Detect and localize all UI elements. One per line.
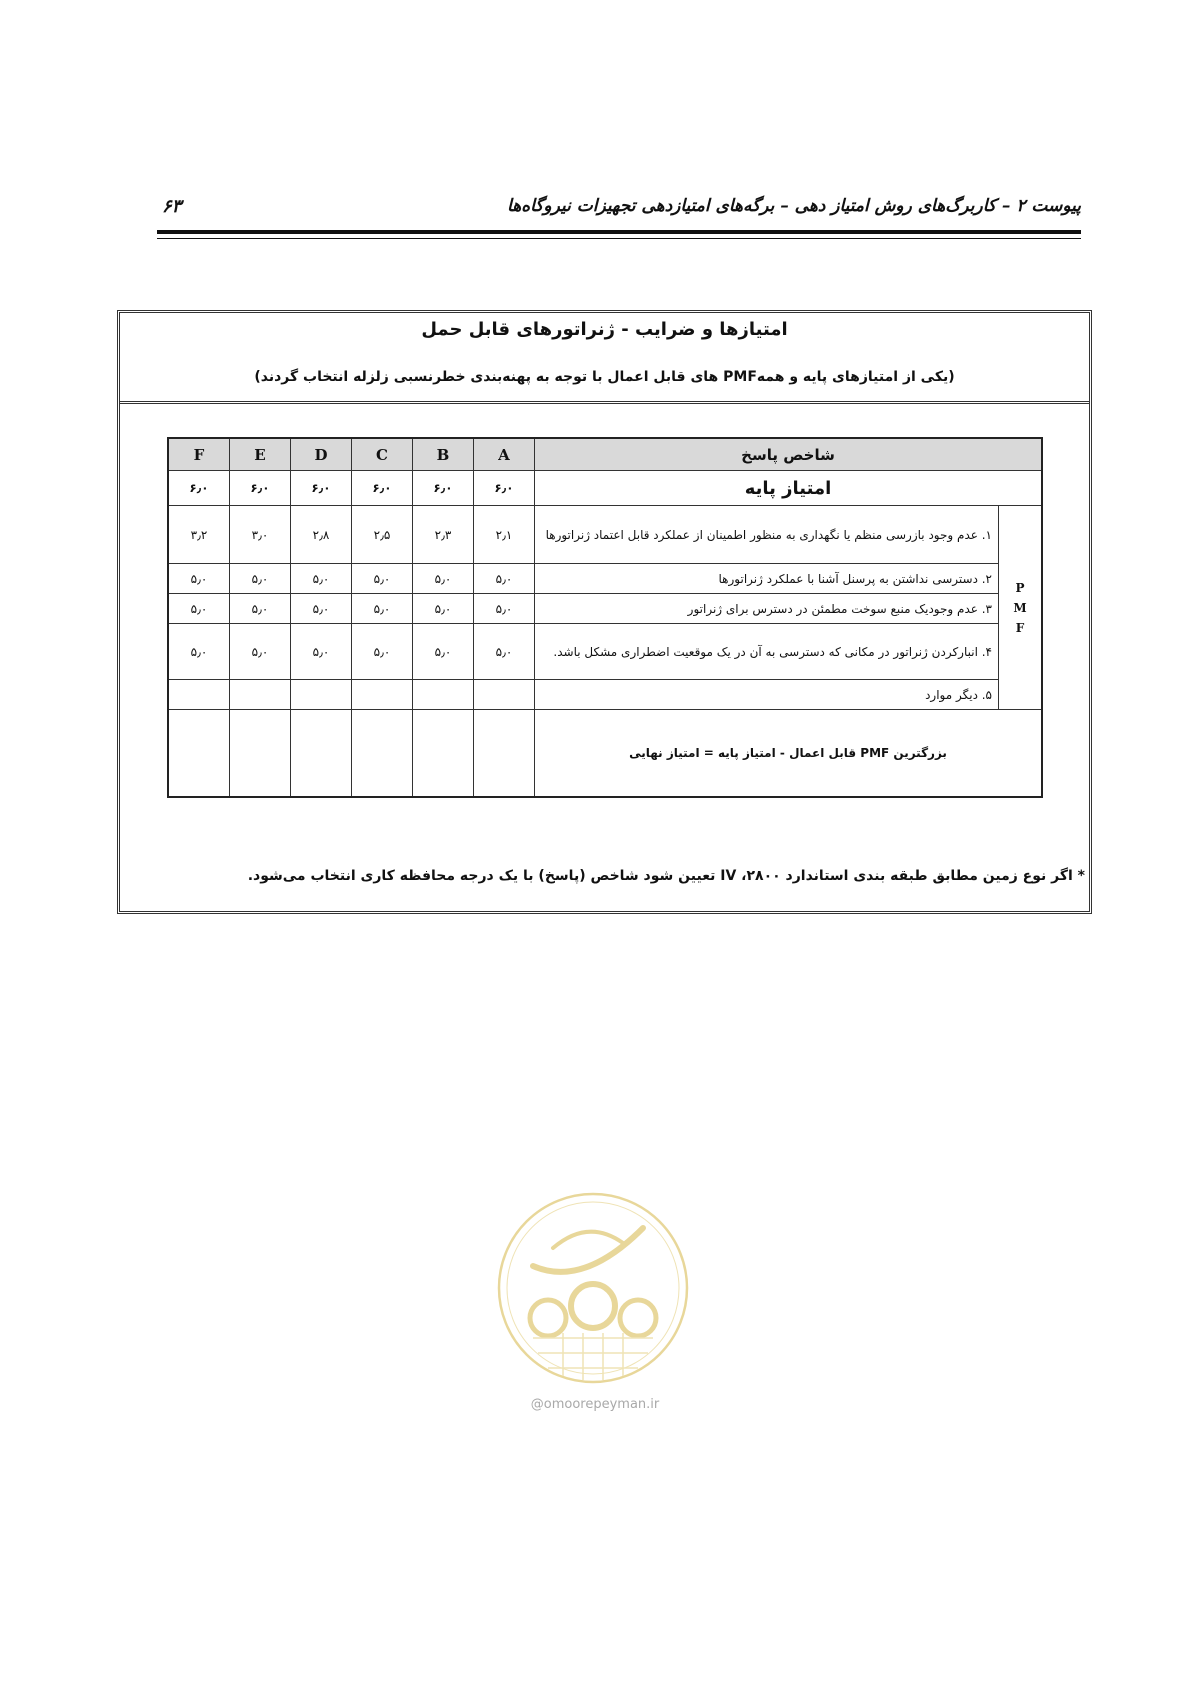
at-icon: @ xyxy=(530,1397,544,1412)
header-rule-thick xyxy=(157,230,1081,234)
column-header-e: E xyxy=(230,438,291,471)
cell-value: ۵٫۰ xyxy=(168,624,230,680)
cell-value: ۲٫۳ xyxy=(413,506,474,564)
cell-value: ۵٫۰ xyxy=(291,624,352,680)
base-score-c: ۶٫۰ xyxy=(352,471,413,506)
table-row xyxy=(168,594,1042,624)
cell-value xyxy=(474,680,535,710)
cell-value: ۵٫۰ xyxy=(168,594,230,624)
score-table xyxy=(167,437,1043,798)
column-header-b: B xyxy=(413,438,474,471)
cell-value: ۵٫۰ xyxy=(413,594,474,624)
cell-value xyxy=(413,680,474,710)
frame-header xyxy=(120,313,1089,404)
omoorepeyman-seal-logo xyxy=(493,1188,693,1388)
final-score-c xyxy=(352,710,413,798)
table-subtitle: (یکی از امتیازهای پایه و همهPMF های قابل اعمال با توجه به پهنه‌بندی خطرنسبی زلزله انتخاب گردند) xyxy=(254,369,955,385)
footnote: * اگر نوع زمین مطابق طبقه بندی استاندارد ۲۸۰۰، IV تعیین شود شاخص (پاسخ) با یک درجه محافظه کاری انتخاب می‌شود. xyxy=(247,868,1085,884)
final-score-f xyxy=(168,710,230,798)
base-score-a: ۶٫۰ xyxy=(474,471,535,506)
row-label: ۵. دیگر موارد xyxy=(535,680,999,710)
cell-value: ۵٫۰ xyxy=(474,564,535,594)
pmf-letter-f: F xyxy=(1015,620,1025,635)
cell-value: ۲٫۱ xyxy=(474,506,535,564)
final-score-e xyxy=(230,710,291,798)
cell-value: ۵٫۰ xyxy=(352,594,413,624)
row-label: ۲. دسترسی نداشتن به پرسنل آشنا با عملکرد ژنراتورها xyxy=(535,564,999,594)
cell-value: ۵٫۰ xyxy=(474,594,535,624)
table-row xyxy=(168,680,1042,710)
cell-value: ۵٫۰ xyxy=(352,564,413,594)
cell-value: ۵٫۰ xyxy=(230,624,291,680)
table-title: امتیازها و ضرایب - ژنراتورهای قابل حمل xyxy=(421,319,788,340)
final-score-label: بزرگترین PMF قابل اعمال - امتیاز پایه = امتیاز نهایی xyxy=(535,710,1043,798)
final-score-b xyxy=(413,710,474,798)
table-row xyxy=(168,506,1042,564)
base-score-d: ۶٫۰ xyxy=(291,471,352,506)
cell-value: ۵٫۰ xyxy=(474,624,535,680)
base-score-label: امتیاز پایه xyxy=(535,471,1043,506)
cell-value: ۵٫۰ xyxy=(413,564,474,594)
base-score-f: ۶٫۰ xyxy=(168,471,230,506)
header-rule-thin xyxy=(157,238,1081,239)
cell-value: ۵٫۰ xyxy=(352,624,413,680)
row-label: ۳. عدم وجودیک منبع سوخت مطمئن در دسترس برای ژنراتور xyxy=(535,594,999,624)
cell-value: ۳٫۰ xyxy=(230,506,291,564)
pmf-label xyxy=(999,506,1043,710)
cell-value xyxy=(230,680,291,710)
final-score-row xyxy=(168,710,1042,798)
cell-value: ۵٫۰ xyxy=(291,564,352,594)
cell-value: ۵٫۰ xyxy=(168,564,230,594)
table-row xyxy=(168,624,1042,680)
site-url-text: omoorepeyman.ir xyxy=(543,1397,660,1412)
base-score-row xyxy=(168,471,1042,506)
row-label: ۴. انبارکردن ژنراتور در مکانی که دسترسی به آن در یک موقعیت اضطراری مشکل باشد. xyxy=(535,624,999,680)
response-index-header: شاخص پاسخ xyxy=(535,438,1043,471)
watermark-site-url xyxy=(480,1397,710,1412)
final-score-d xyxy=(291,710,352,798)
row-label: ۱. عدم وجود بازرسی منظم یا نگهداری به منظور اطمینان از عملکرد قابل اعتماد ژنراتورها xyxy=(535,506,999,564)
cell-value xyxy=(352,680,413,710)
table-header-row xyxy=(168,438,1042,471)
cell-value: ۵٫۰ xyxy=(230,564,291,594)
cell-value: ۵٫۰ xyxy=(413,624,474,680)
final-score-a xyxy=(474,710,535,798)
cell-value: ۲٫۵ xyxy=(352,506,413,564)
cell-value: ۳٫۲ xyxy=(168,506,230,564)
cell-value: ۲٫۸ xyxy=(291,506,352,564)
cell-value: ۵٫۰ xyxy=(230,594,291,624)
column-header-c: C xyxy=(352,438,413,471)
cell-value xyxy=(291,680,352,710)
cell-value: ۵٫۰ xyxy=(291,594,352,624)
base-score-b: ۶٫۰ xyxy=(413,471,474,506)
cell-value xyxy=(168,680,230,710)
pmf-letter-p: P xyxy=(1015,580,1025,595)
base-score-e: ۶٫۰ xyxy=(230,471,291,506)
running-header-title: پیوست ۲ – کاربرگ‌های روش امتیاز دهی – برگه‌های امتیازدهی تجهیزات نیروگاه‌ها xyxy=(507,196,1081,216)
column-header-f: F xyxy=(168,438,230,471)
column-header-d: D xyxy=(291,438,352,471)
page-number: ۶۳ xyxy=(162,196,182,217)
pmf-letter-m: M xyxy=(1013,600,1027,615)
column-header-a: A xyxy=(474,438,535,471)
table-row xyxy=(168,564,1042,594)
